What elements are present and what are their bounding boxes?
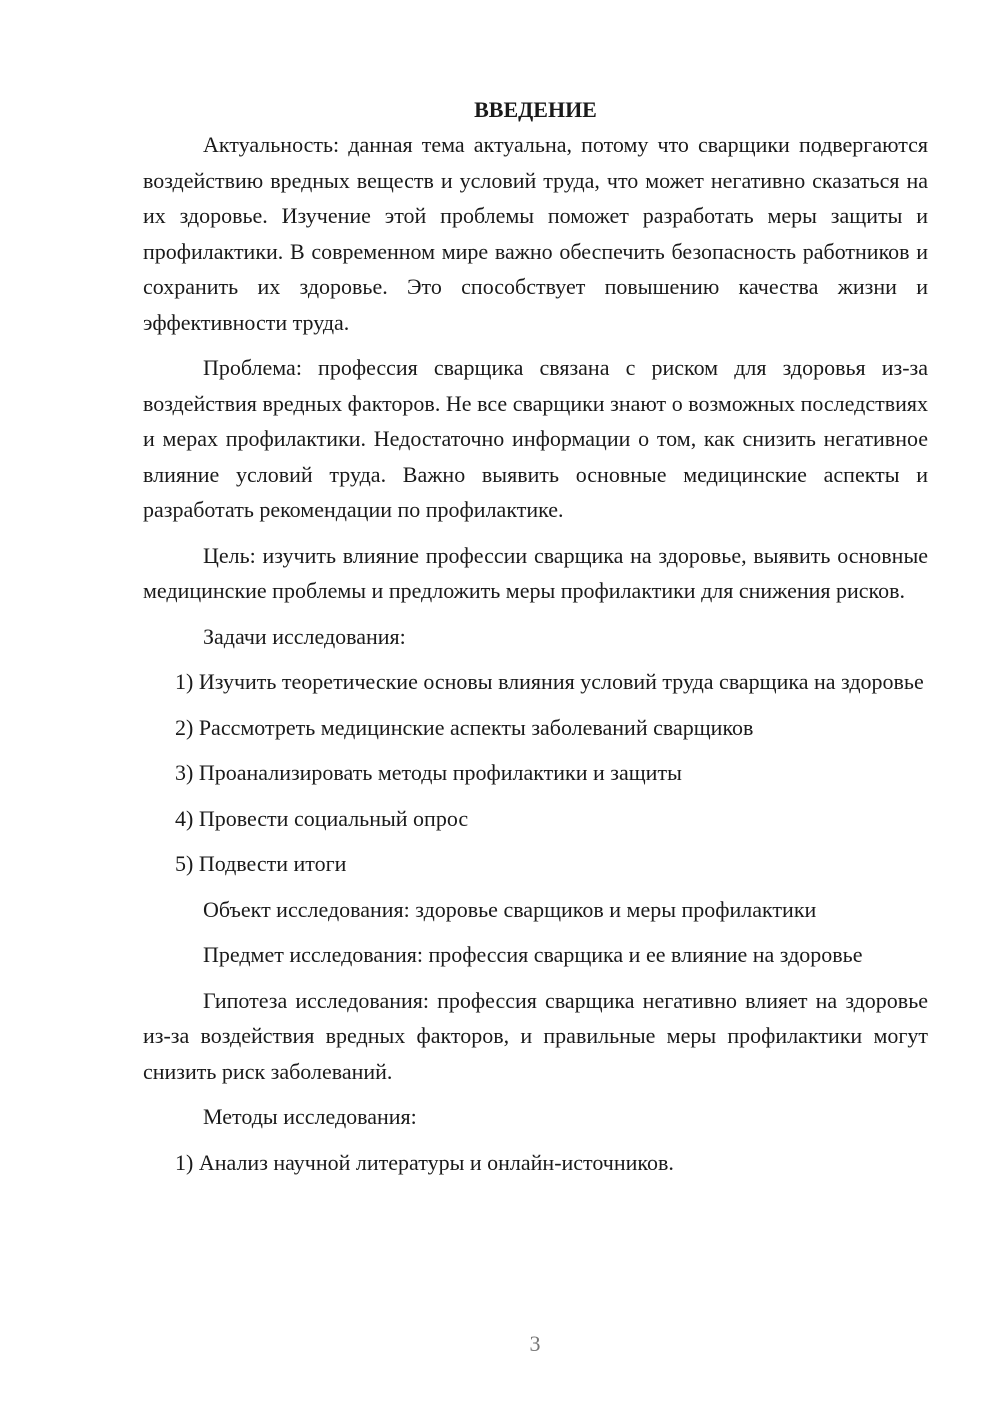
hypothesis-paragraph: Гипотеза исследования: профессия сварщика негативно влияет на здоровье из-за воздействия вредных факторов, и правильные меры профилактики могут снизить риск заболеваний. <box>143 987 928 1084</box>
task-item: 5) Подвести итоги <box>175 851 347 876</box>
task-item: 4) Провести социальный опрос <box>175 805 469 831</box>
relevance-paragraph: Актуальность: данная тема актуальна, потому что сварщики подвергаются воздействию вредных веществ и условий труда, что может негативно сказаться на их здоровье. Изучение этой проблемы поможет разработать меры защиты и профилактики. В современном мире важно обеспечить безопасность работников и сохранить их здоровье. Это способствует повышению качества жизни и эффективности труда. <box>143 132 928 335</box>
page-number: 3 <box>529 1331 541 1356</box>
page-content <box>143 92 928 1180</box>
subject-paragraph: Предмет исследования: профессия сварщика и ее влияние на здоровье <box>203 942 863 967</box>
object-paragraph: Объект исследования: здоровье сварщиков и меры профилактики <box>203 896 817 922</box>
task-item: 3) Проанализировать методы профилактики и защиты <box>175 760 682 785</box>
tasks-heading: Задачи исследования: <box>203 623 406 649</box>
goal-paragraph: Цель: изучить влияние профессии сварщика на здоровье, выявить основные медицинские проблемы и предложить меры профилактики для снижения рисков. <box>143 542 928 603</box>
task-item: 1) Изучить теоретические основы влияния условий труда сварщика на здоровье <box>175 669 924 694</box>
task-item: 2) Рассмотреть медицинские аспекты заболеваний сварщиков <box>175 714 754 740</box>
methods-heading: Методы исследования: <box>203 1104 417 1129</box>
section-heading: ВВЕДЕНИЕ <box>474 97 597 122</box>
problem-paragraph: Проблема: профессия сварщика связана с риском для здоровья из-за воздействия вредных факторов. Не все сварщики знают о возможных последствиях и мерах профилактики. Недостаточно информации о том, как снизить негативное влияние условий труда. Важно выявить основные медицинские аспекты и разработать рекомендации по профилактике. <box>143 355 928 522</box>
method-item: 1) Анализ научной литературы и онлайн-источников. <box>175 1149 674 1175</box>
